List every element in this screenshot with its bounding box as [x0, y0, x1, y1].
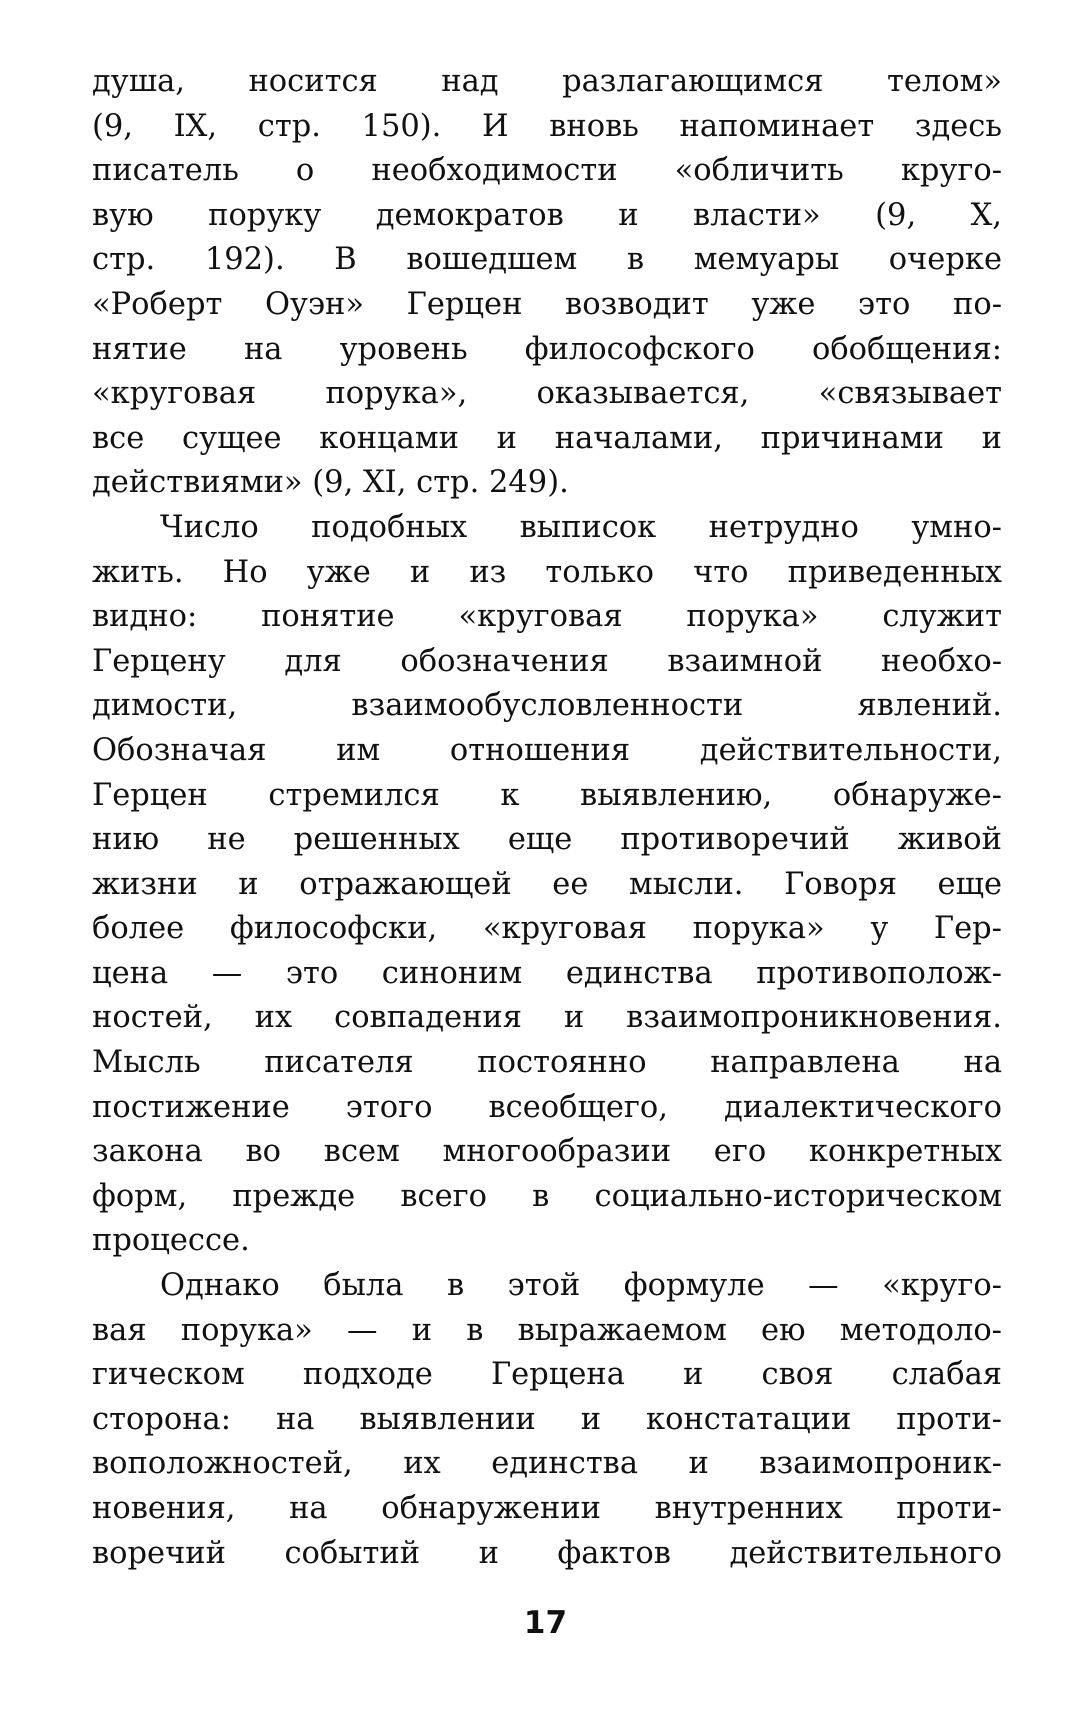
- text-line: «круговая порука», оказывается, «связывает: [92, 376, 1002, 412]
- text-line: жизни и отражающей ее мысли. Говоря еще: [92, 866, 1002, 902]
- text-line: (9, IX, стр. 150). И вновь напоминает здесь: [92, 108, 1002, 144]
- text-line: душа, носится над разлагающимся телом»: [92, 64, 1002, 99]
- text-line: нию не решенных еще противоречий живой: [92, 822, 1002, 858]
- page-number: 17: [523, 1605, 568, 1641]
- text-line: процессе.: [92, 1223, 250, 1259]
- text-line: новения, на обнаружении внутренних проти-: [92, 1491, 1002, 1526]
- text-line: закона во всем многообразии его конкретных: [92, 1134, 1002, 1170]
- text-line: вую поруку демократов и власти» (9, X,: [92, 197, 1002, 233]
- text-line: димости, взаимообусловленности явлений.: [92, 688, 1002, 724]
- text-line: вая порука» — и в выражаемом ею методоло-: [92, 1312, 1002, 1348]
- text-line: цена — это синоним единства противополож-: [92, 955, 1002, 991]
- text-line: форм, прежде всего в социально-историческом: [92, 1178, 1002, 1214]
- text-line: Мысль писателя постоянно направлена на: [92, 1045, 1002, 1081]
- text-line: видно: понятие «круговая порука» служит: [92, 599, 1002, 635]
- text-line: постижение этого всеобщего, диалектического: [92, 1089, 1002, 1125]
- text-line: воположностей, их единства и взаимопроник-: [92, 1446, 1002, 1482]
- text-line: сторона: на выявлении и констатации проти-: [92, 1401, 1002, 1437]
- text-line: более философски, «круговая порука» у Гер-: [92, 911, 1002, 947]
- text-line: жить. Но уже и из только что приведенных: [92, 554, 1002, 590]
- text-line: стр. 192). В вошедшем в мемуары очерке: [92, 242, 1002, 278]
- paragraph: [92, 1264, 1002, 1576]
- text-line: все сущее концами и началами, причинами и: [92, 420, 1002, 456]
- text-line: «Роберт Оуэн» Герцен возводит уже это по-: [92, 286, 1002, 322]
- text-line: Герцен стремился к выявлению, обнаруже-: [92, 777, 1002, 813]
- text-line: гическом подходе Герцена и своя слабая: [92, 1357, 1002, 1393]
- paragraph: [92, 60, 1002, 506]
- text-line: писатель о необходимости «обличить круго-: [92, 153, 1002, 189]
- text-line: Число подобных выписок нетрудно умно-: [160, 509, 1002, 545]
- text-line: Герцену для обозначения взаимной необхо-: [92, 643, 1002, 679]
- paragraph: [92, 506, 1002, 1264]
- text-line: действиями» (9, XI, стр. 249).: [92, 465, 569, 501]
- text-line: Обозначая им отношения действительности,: [92, 732, 1002, 768]
- text-line: Однако была в этой формуле — «круго-: [160, 1268, 1002, 1304]
- text-line: воречий событий и фактов действительного: [92, 1535, 1002, 1571]
- text-line: ностей, их совпадения и взаимопроникновения.: [92, 1000, 1002, 1036]
- text-line: нятие на уровень философского обобщения:: [92, 331, 1002, 367]
- body-text: [92, 60, 1002, 1576]
